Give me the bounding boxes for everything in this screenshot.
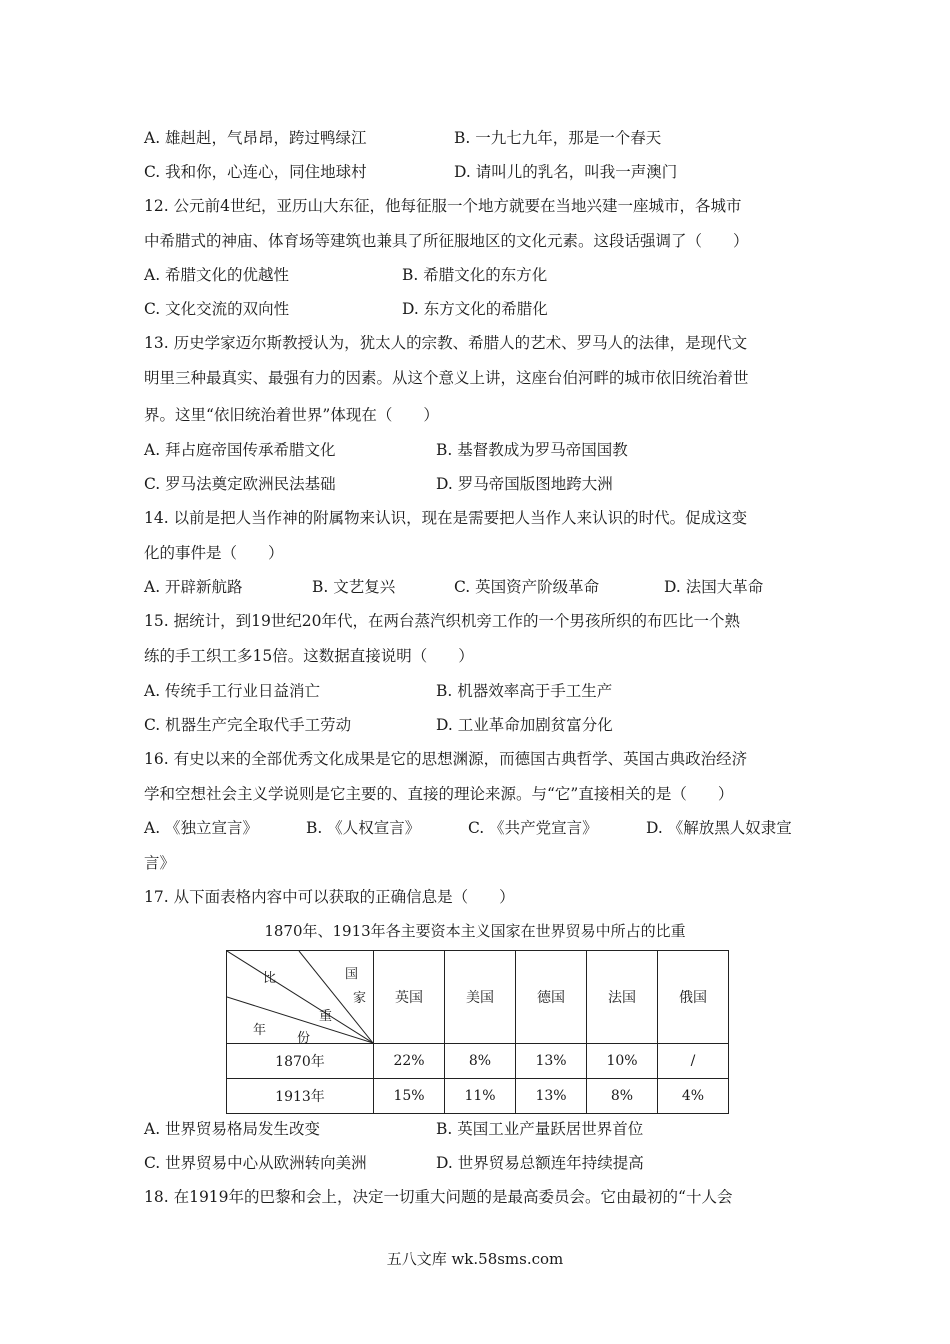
q16-option-a: A. 《独立宣言》 [144, 819, 259, 837]
q13-option-b: B. 基督教成为罗马帝国国教 [436, 441, 628, 459]
q14-option-b: B. 文艺复兴 [312, 578, 396, 596]
corner-label-bi: 比 [263, 971, 277, 986]
header-country-uk: 英国 [374, 951, 445, 1044]
trade-share-table [226, 950, 729, 1114]
header-country-russia: 俄国 [658, 951, 729, 1044]
q12-text-line2: 中希腊式的神庙、体育场等建筑也兼具了所征服地区的文化元素。这段话强调了（ ） [144, 232, 749, 250]
q13-text-line3: 界。这里“依旧统治着世界”体现在（ ） [144, 406, 439, 424]
q16-option-c: C. 《共产党宣言》 [468, 819, 598, 837]
corner-label-fen: 份 [297, 1031, 311, 1046]
q15-option-b: B. 机器效率高于手工生产 [436, 682, 613, 700]
corner-label-nian: 年 [253, 1023, 267, 1038]
corner-label-zhong: 重 [319, 1009, 333, 1024]
q13-option-c: C. 罗马法奠定欧洲民法基础 [144, 475, 336, 493]
q13-text-line2: 明里三种最真实、最强有力的因素。从这个意义上讲，这座台伯河畔的城市依旧统治着世 [144, 369, 749, 387]
q11-option-a: A. 雄赳赳，气昂昂，跨过鸭绿江 [144, 129, 367, 147]
q14-option-a: A. 开辟新航路 [144, 578, 243, 596]
q12-option-b: B. 希腊文化的东方化 [402, 266, 548, 284]
table-cell: 4% [658, 1079, 729, 1114]
table-cell: 15% [374, 1079, 445, 1114]
table-cell: 8% [587, 1079, 658, 1114]
table-row [227, 1079, 729, 1114]
q12-text-line1: 12. 公元前4世纪，亚历山大东征，他每征服一个地方就要在当地兴建一座城市，各城市 [144, 197, 742, 215]
table-caption: 1870年、1913年各主要资本主义国家在世界贸易中所占的比重 [264, 922, 686, 940]
table-cell: 11% [445, 1079, 516, 1114]
table-cell: 13% [516, 1044, 587, 1079]
q16-option-b: B. 《人权宣言》 [306, 819, 421, 837]
q18-text-line1: 18. 在1919年的巴黎和会上，决定一切重大问题的是最高委员会。它由最初的“十人会 [144, 1188, 733, 1206]
q16-option-d: D. 《解放黑人奴隶宣 [646, 819, 792, 837]
q15-option-a: A. 传统手工行业日益消亡 [144, 682, 321, 700]
table-cell: / [658, 1044, 729, 1079]
q16-text-line1: 16. 有史以来的全部优秀文化成果是它的思想渊源，而德国古典哲学、英国古典政治经济 [144, 750, 748, 768]
q12-option-d: D. 东方文化的希腊化 [402, 300, 548, 318]
q15-option-c: C. 机器生产完全取代手工劳动 [144, 716, 352, 734]
q11-option-b: B. 一九七九年，那是一个春天 [454, 129, 662, 147]
q12-option-a: A. 希腊文化的优越性 [144, 266, 290, 284]
table-cell: 13% [516, 1079, 587, 1114]
table-cell: 10% [587, 1044, 658, 1079]
q11-option-d: D. 请叫儿的乳名，叫我一声澳门 [454, 163, 678, 181]
table-corner-header [227, 951, 374, 1044]
header-country-france: 法国 [587, 951, 658, 1044]
q13-option-a: A. 拜占庭帝国传承希腊文化 [144, 441, 336, 459]
row-year: 1870年 [227, 1044, 374, 1079]
q14-option-c: C. 英国资产阶级革命 [454, 578, 600, 596]
corner-label-guo: 国 [345, 967, 359, 982]
corner-label-jia: 家 [353, 991, 367, 1006]
q12-option-c: C. 文化交流的双向性 [144, 300, 290, 318]
q15-text-line1: 15. 据统计，到19世纪20年代，在两台蒸汽织机旁工作的一个男孩所织的布匹比一个熟 [144, 612, 741, 630]
q13-option-d: D. 罗马帝国版图地跨大洲 [436, 475, 613, 493]
q13-text-line1: 13. 历史学家迈尔斯教授认为，犹太人的宗教、希腊人的艺术、罗马人的法律，是现代文 [144, 334, 748, 352]
q14-option-d: D. 法国大革命 [664, 578, 764, 596]
q16-text-line2: 学和空想社会主义学说则是它主要的、直接的理论来源。与“它”直接相关的是（ ） [144, 785, 734, 803]
table-cell: 22% [374, 1044, 445, 1079]
q14-text-line2: 化的事件是（ ） [144, 544, 284, 562]
page-footer: 五八文库 wk.58sms.com [386, 1250, 564, 1268]
table-row [227, 1044, 729, 1079]
q17-option-d: D. 世界贸易总额连年持续提高 [436, 1154, 644, 1172]
q11-option-c: C. 我和你，心连心，同住地球村 [144, 163, 367, 181]
q16-option-d-continued: 言》 [144, 854, 176, 872]
q14-text-line1: 14. 以前是把人当作神的附属物来认识，现在是需要把人当作人来认识的时代。促成这变 [144, 509, 748, 527]
table-cell: 8% [445, 1044, 516, 1079]
q17-text-line1: 17. 从下面表格内容中可以获取的正确信息是（ ） [144, 888, 515, 906]
q15-option-d: D. 工业革命加剧贫富分化 [436, 716, 613, 734]
row-year: 1913年 [227, 1079, 374, 1114]
q17-option-c: C. 世界贸易中心从欧洲转向美洲 [144, 1154, 367, 1172]
q17-option-b: B. 英国工业产量跃居世界首位 [436, 1120, 644, 1138]
q15-text-line2: 练的手工织工多15倍。这数据直接说明（ ） [144, 647, 474, 665]
header-country-us: 美国 [445, 951, 516, 1044]
q17-option-a: A. 世界贸易格局发生改变 [144, 1120, 321, 1138]
header-country-germany: 德国 [516, 951, 587, 1044]
